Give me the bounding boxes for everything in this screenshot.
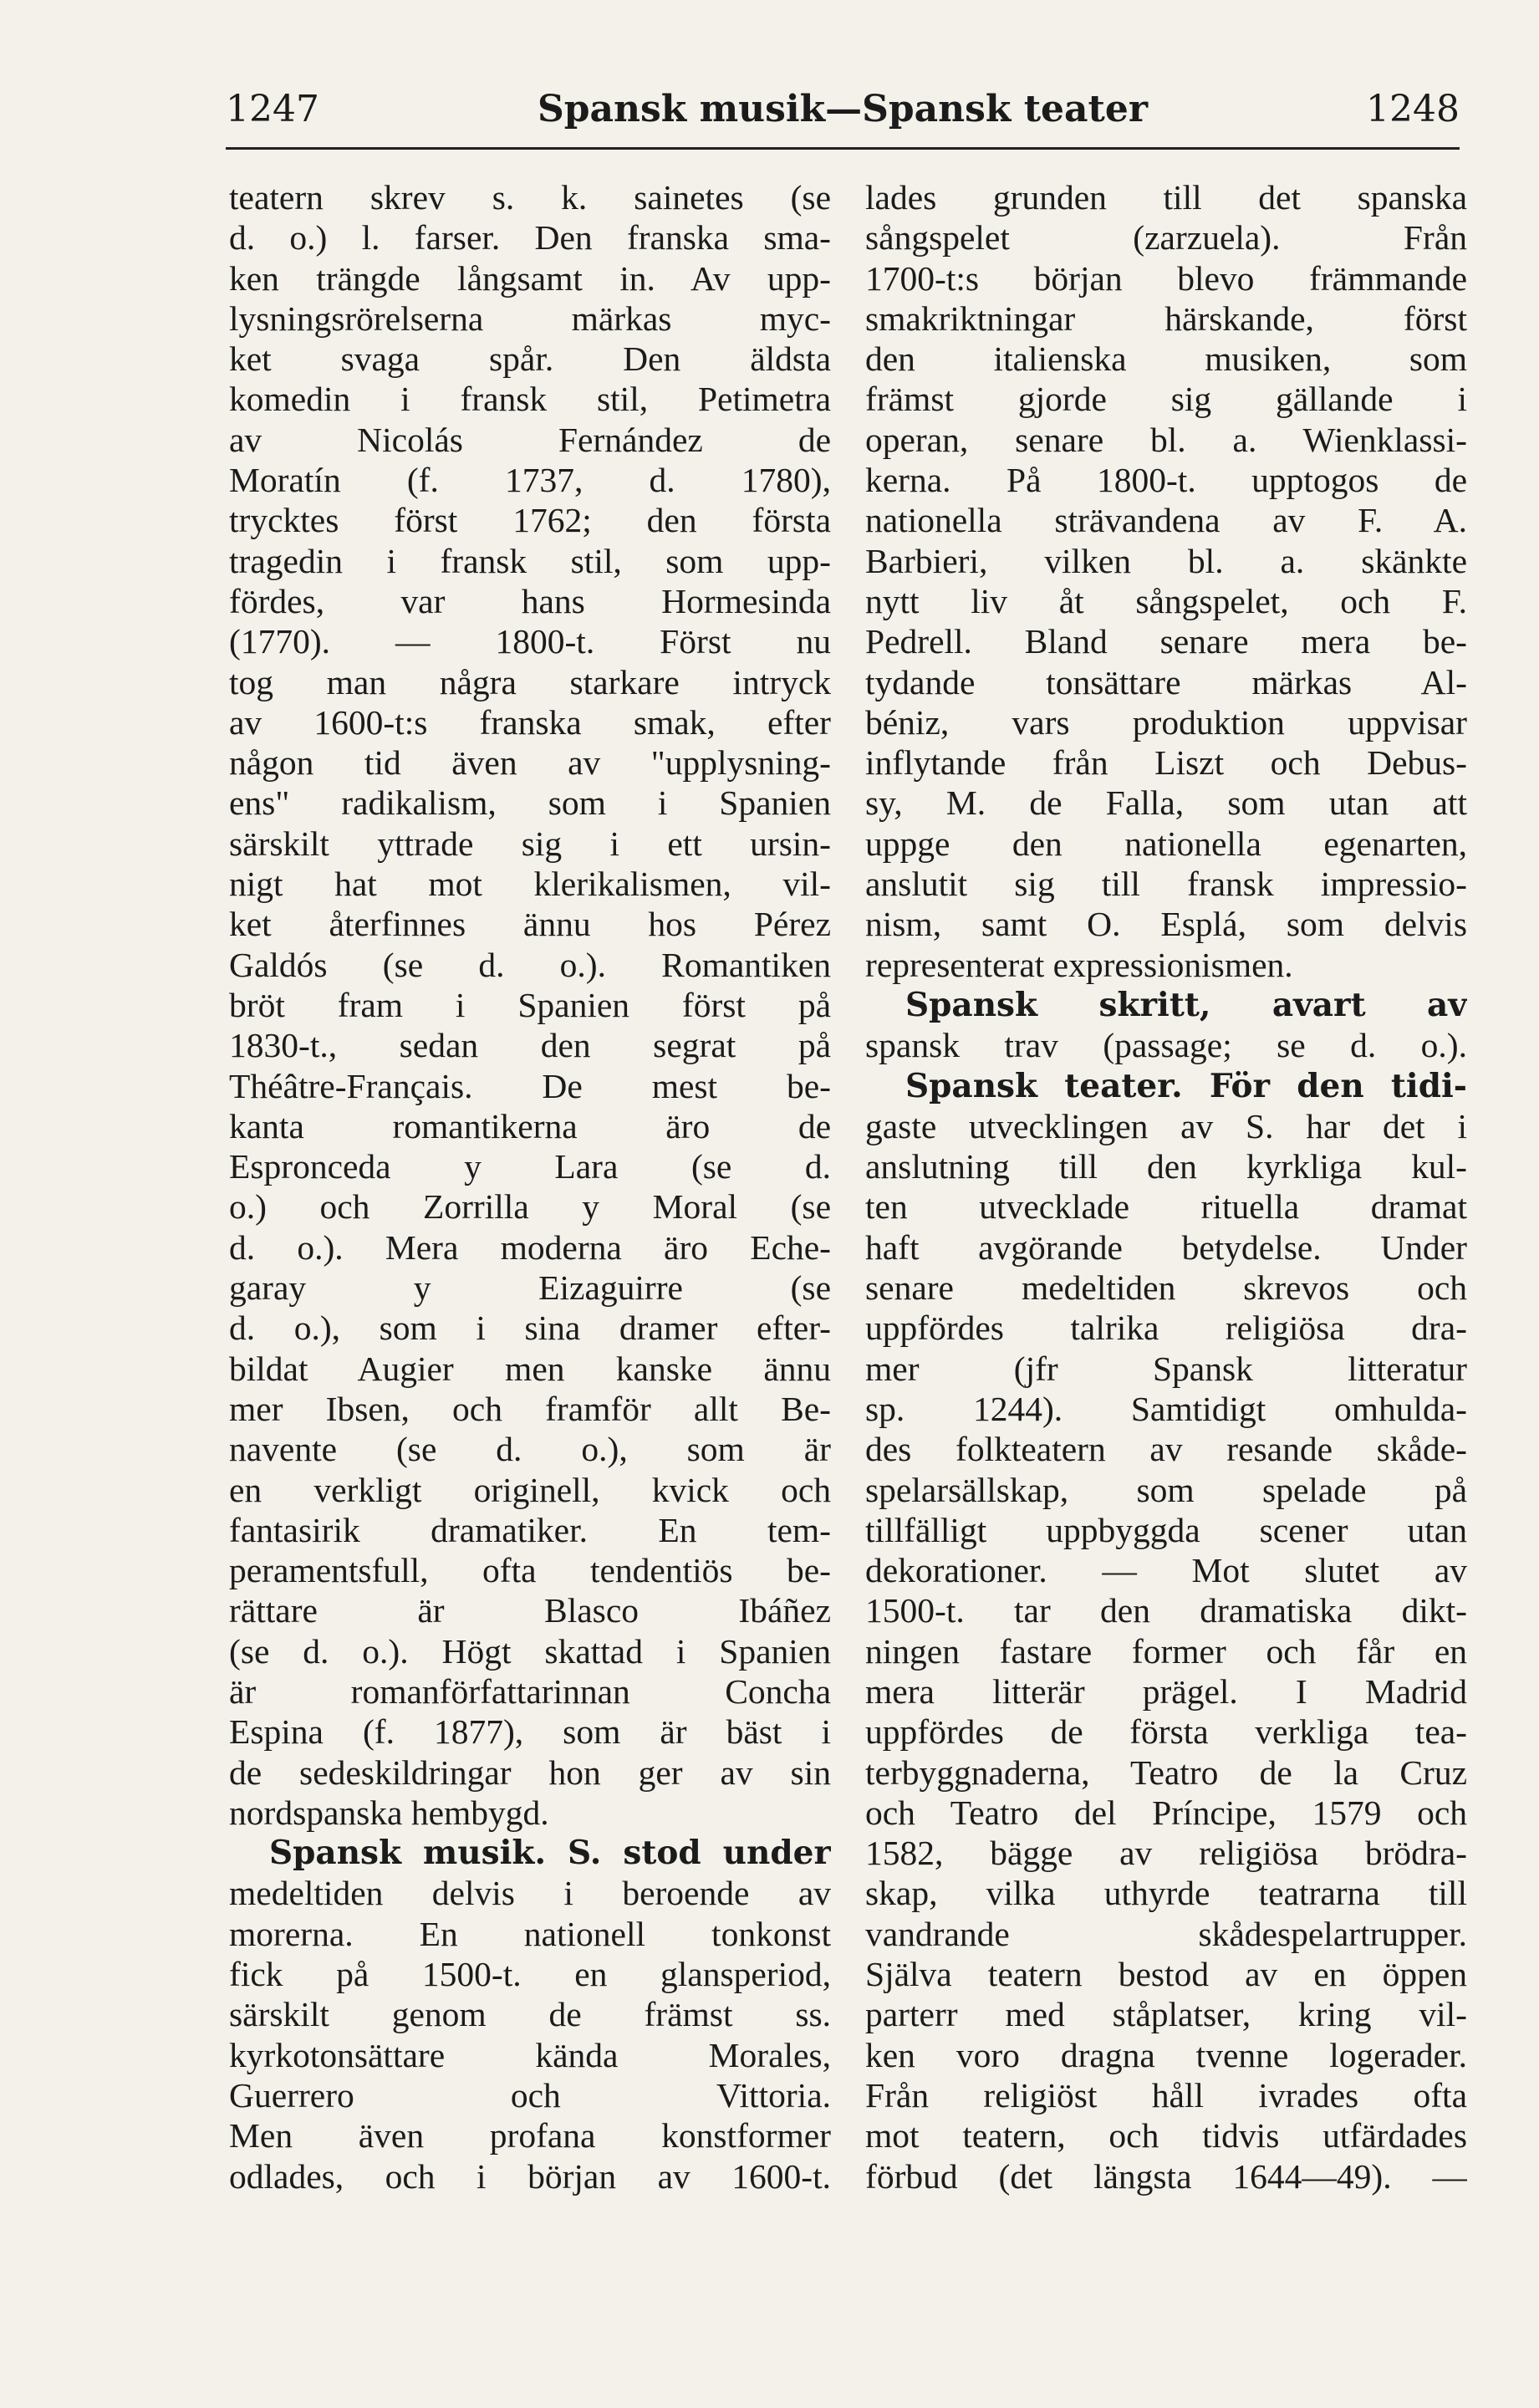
text-line: ens" radikalism, som i Spanien <box>229 783 831 823</box>
entry-heading-line: Spansk skritt, avart av <box>905 985 1467 1024</box>
page-header <box>226 79 1460 138</box>
text-line: vandrande skådespelartrupper. <box>865 1914 1467 1953</box>
text-line: Barbieri, vilken bl. a. skänkte <box>865 541 1467 580</box>
text-line: ket svaga spår. Den äldsta <box>229 339 831 379</box>
text-line: ten utvecklade rituella dramat <box>865 1187 1467 1227</box>
text-line: 1500-t. tar den dramatiska dikt- <box>865 1591 1467 1630</box>
text-line: tydande tonsättare märkas Al- <box>865 662 1467 701</box>
text-line: odlades, och i början av 1600-t. <box>229 2156 831 2196</box>
text-line: medeltiden delvis i beroende av <box>229 1874 831 1913</box>
text-line: den italienska musiken, som <box>865 339 1467 379</box>
text-line: kerna. På 1800-t. upptogos de <box>865 461 1467 500</box>
text-line: tog man några starkare intryck <box>229 662 831 701</box>
text-line: lades grunden till det spanska <box>865 178 1467 217</box>
text-line: sy, M. de Falla, som utan att <box>865 783 1467 823</box>
text-line: främst gjorde sig gällande i <box>865 380 1467 419</box>
text-line: nism, samt O. Esplá, som delvis <box>865 905 1467 944</box>
text-line: 1582, bägge av religiösa brödra- <box>865 1834 1467 1873</box>
text-line: 1700-t:s början blevo främmande <box>865 258 1467 298</box>
text-line: särskilt genom de främst ss. <box>229 1995 831 2034</box>
text-line: nationella strävandena av F. A. <box>865 501 1467 540</box>
text-line: navente (se d. o.), som är <box>229 1430 831 1469</box>
text-line: lysningsrörelserna märkas myc- <box>229 298 831 338</box>
text-line: Pedrell. Bland senare mera be- <box>865 622 1467 661</box>
text-line: Espronceda y Lara (se d. <box>229 1147 831 1186</box>
text-line: bröt fram i Spanien först på <box>229 985 831 1024</box>
text-line: Själva teatern bestod av en öppen <box>865 1955 1467 1994</box>
text-line: uppfördes de första verkliga tea- <box>865 1712 1467 1752</box>
text-line: haft avgörande betydelse. Under <box>865 1227 1467 1267</box>
text-line: Från religiöst håll ivrades ofta <box>865 2075 1467 2115</box>
page-number-left: 1247 <box>226 88 319 130</box>
text-line: béniz, vars produktion uppvisar <box>865 702 1467 742</box>
text-line: (se d. o.). Högt skattad i Spanien <box>229 1631 831 1671</box>
text-line: inflytande från Liszt och Debus- <box>865 743 1467 783</box>
text-line: sångspelet (zarzuela). Från <box>865 218 1467 258</box>
text-line: ket återfinnes ännu hos Pérez <box>229 905 831 944</box>
text-line: förbud (det längsta 1644—49). — <box>865 2156 1467 2196</box>
text-line: terbyggnaderna, Teatro de la Cruz <box>865 1752 1467 1792</box>
text-line: d. o.) l. farser. Den franska sma- <box>229 218 831 258</box>
text-line: av Nicolás Fernández de <box>229 420 831 459</box>
text-line: bildat Augier men kanske ännu <box>229 1349 831 1388</box>
text-line: d. o.), som i sina dramer efter- <box>229 1309 831 1348</box>
text-line: representerat expressionismen. <box>865 945 1293 984</box>
text-line: mer (jfr Spansk litteratur <box>865 1349 1467 1388</box>
text-line: uppfördes talrika religiösa dra- <box>865 1309 1467 1348</box>
text-line: senare medeltiden skrevos och <box>865 1268 1467 1308</box>
text-line: gaste utvecklingen av S. har det i <box>865 1106 1467 1145</box>
text-line: mera litterär prägel. I Madrid <box>865 1671 1467 1711</box>
entry-heading-line: Spansk teater. För den tidi- <box>905 1066 1467 1105</box>
text-line: tragedin i fransk stil, som upp- <box>229 541 831 580</box>
left-column <box>229 177 831 2196</box>
text-line: de sedeskildringar hon ger av sin <box>229 1752 831 1792</box>
text-line: mer Ibsen, och framför allt Be- <box>229 1389 831 1428</box>
right-column <box>865 177 1467 2196</box>
text-line: ken trängde långsamt in. Av upp- <box>229 258 831 298</box>
text-line: parterr med ståplatser, kring vil- <box>865 1995 1467 2034</box>
text-line: operan, senare bl. a. Wienklassi- <box>865 420 1467 459</box>
text-line: och Teatro del Príncipe, 1579 och <box>865 1793 1467 1832</box>
text-line: o.) och Zorrilla y Moral (se <box>229 1187 831 1227</box>
text-line: 1830-t., sedan den segrat på <box>229 1026 831 1065</box>
header-rule <box>226 147 1460 150</box>
text-line: särskilt yttrade sig i ett ursin- <box>229 824 831 863</box>
text-line: Galdós (se d. o.). Romantiken <box>229 945 831 984</box>
text-line: nytt liv åt sångspelet, och F. <box>865 581 1467 620</box>
entry-heading-line: Spansk musik. S. stod under <box>269 1834 831 1873</box>
text-line: fantasirik dramatiker. En tem- <box>229 1510 831 1549</box>
text-line: nordspanska hembygd. <box>229 1793 549 1832</box>
text-line: dekorationer. — Mot slutet av <box>865 1551 1467 1590</box>
text-line: kanta romantikerna äro de <box>229 1106 831 1145</box>
text-line: fördes, var hans Hormesinda <box>229 581 831 620</box>
text-line: fick på 1500-t. en glansperiod, <box>229 1955 831 1994</box>
text-line: ningen fastare former och får en <box>865 1631 1467 1671</box>
text-line: garay y Eizaguirre (se <box>229 1268 831 1308</box>
text-line: spansk trav (passage; se d. o.). <box>865 1026 1467 1065</box>
text-line: tillfälligt uppbyggda scener utan <box>865 1510 1467 1549</box>
text-line: sp. 1244). Samtidigt omhulda- <box>865 1389 1467 1428</box>
text-line: rättare är Blasco Ibáñez <box>229 1591 831 1630</box>
text-line: smakriktningar härskande, först <box>865 298 1467 338</box>
text-line: av 1600-t:s franska smak, efter <box>229 702 831 742</box>
text-line: komedin i fransk stil, Petimetra <box>229 380 831 419</box>
text-line: en verkligt originell, kvick och <box>229 1470 831 1509</box>
text-line: Guerrero och Vittoria. <box>229 2075 831 2115</box>
running-title: Spansk musik—Spansk teater <box>537 88 1149 130</box>
text-line: skap, vilka uthyrde teatrarna till <box>865 1874 1467 1913</box>
text-line: Moratín (f. 1737, d. 1780), <box>229 461 831 500</box>
page-number-right: 1248 <box>1366 88 1460 130</box>
text-line: peramentsfull, ofta tendentiös be- <box>229 1551 831 1590</box>
text-line: mot teatern, och tidvis utfärdades <box>865 2116 1467 2155</box>
text-line: Théâtre-Français. De mest be- <box>229 1066 831 1105</box>
text-line: des folkteatern av resande skåde- <box>865 1430 1467 1469</box>
text-line: uppge den nationella egenarten, <box>865 824 1467 863</box>
text-line: trycktes först 1762; den första <box>229 501 831 540</box>
text-line: kyrkotonsättare kända Morales, <box>229 2035 831 2074</box>
text-line: någon tid även av "upplysning- <box>229 743 831 783</box>
text-line: morerna. En nationell tonkonst <box>229 1914 831 1953</box>
text-line: spelarsällskap, som spelade på <box>865 1470 1467 1509</box>
text-line: (1770). — 1800-t. Först nu <box>229 622 831 661</box>
text-line: Men även profana konstformer <box>229 2116 831 2155</box>
text-line: nigt hat mot klerikalismen, vil- <box>229 865 831 904</box>
text-line: Espina (f. 1877), som är bäst i <box>229 1712 831 1752</box>
text-line: anslutit sig till fransk impressio- <box>865 865 1467 904</box>
text-line: anslutning till den kyrkliga kul- <box>865 1147 1467 1186</box>
text-line: ken voro dragna tvenne logerader. <box>865 2035 1467 2074</box>
text-line: är romanförfattarinnan Concha <box>229 1671 831 1711</box>
text-line: teatern skrev s. k. sainetes (se <box>229 178 831 217</box>
text-line: d. o.). Mera moderna äro Eche- <box>229 1227 831 1267</box>
